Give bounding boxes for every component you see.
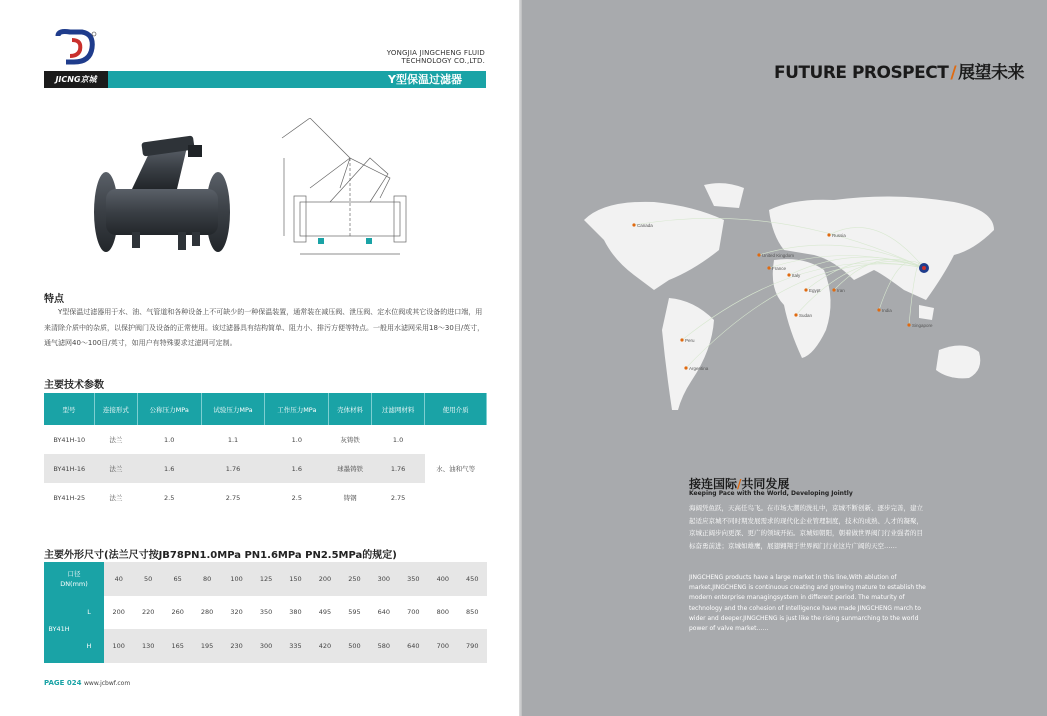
params-header: 过滤网材料 [372, 393, 425, 425]
table-cell: BY41H-10 [53, 435, 86, 444]
params-header: 连接形式 [95, 393, 138, 425]
dim-row-label: L [74, 596, 104, 629]
city-label: Russia [832, 233, 846, 238]
table-cell: 2.5 [164, 493, 175, 502]
website-link[interactable]: www.jcbwf.com [84, 680, 131, 687]
page-number: PAGE 024 [44, 679, 82, 687]
dn-label [44, 562, 104, 596]
dim-cell: 495 [310, 596, 339, 629]
params-header: 使用介质 [425, 393, 487, 425]
dim-cell: 320 [222, 596, 251, 629]
params-table [44, 393, 487, 512]
params-header: 试验压力MPa [201, 393, 265, 425]
dim-cell: 420 [310, 629, 339, 663]
dim-cell: 350 [251, 596, 280, 629]
paragraph-cn: 海阔凭鱼跃，天高任鸟飞。在市场大潮的洗礼中，京城不断创新、逐步完善，建立起适应京城不同时期发展需求的现代化企业管理制度，技术的成熟、人才的凝聚，京城正阔步向更深、更广的领域开拓。京城如朝阳，朝着做世界阀门行业强者的目标奋勇前进；京城如雄鹰，展翅翱翔于世界阀门行业这片广阔的天空…… [689, 504, 923, 550]
features-text: Y型保温过滤器用于水、油、气管道和各种设备上不可缺少的一种保温装置，通常装在减压阀、泄压阀、定水位阀或其它设备的进口端，用来清除介质中的杂质，以保护阀门及设备的正常使用。该过滤器具有结构简单、阻力小、排污方便等特点。一般用水滤网采用18～30目/英寸，通气滤网40～100目/英寸，如用户有特殊要求过滤网可定制。 [44, 308, 485, 347]
params-header: 工作压力MPa [265, 393, 329, 425]
company-logo-icon [52, 28, 100, 68]
world-map [574, 180, 1024, 420]
params-header: 公称压力MPa [137, 393, 201, 425]
table-cell: 铸钢 [343, 494, 357, 502]
city-marker-icon [804, 288, 807, 291]
model-label: BY41H [44, 596, 74, 663]
dim-cell: 100 [104, 629, 133, 663]
params-header: 壳体材料 [329, 393, 372, 425]
dn-cell: 200 [310, 562, 339, 596]
table-cell: 1.6 [137, 454, 201, 483]
table-cell: 法兰 [95, 454, 138, 483]
city-marker-icon [794, 313, 797, 316]
dim-cell: 790 [458, 629, 487, 663]
dim-cell: 800 [428, 596, 457, 629]
city-label: Singapore [912, 323, 933, 328]
city-label: Argentina [689, 366, 709, 371]
dn-cell: 50 [133, 562, 162, 596]
params-header-row [44, 393, 487, 425]
left-page [0, 0, 522, 716]
dn-cell: 400 [428, 562, 457, 596]
city-marker-icon [787, 273, 790, 276]
heading-slash: / [737, 477, 742, 491]
city-marker-icon [632, 223, 635, 226]
table-cell: 1.6 [265, 454, 329, 483]
dim-cell: 380 [281, 596, 310, 629]
dn-label-line: DN(mm) [60, 580, 88, 588]
features-heading: 特点 [44, 294, 64, 305]
dn-label-line: 口径 [67, 570, 81, 578]
dim-cell: 335 [281, 629, 310, 663]
city-marker-icon [757, 253, 760, 256]
right-title [774, 58, 1024, 83]
table-cell: 1.1 [227, 435, 239, 444]
dim-row-label: H [74, 629, 104, 663]
city-marker-icon [877, 308, 880, 311]
table-cell: BY41H-16 [44, 454, 95, 483]
company-name [355, 49, 485, 65]
city-label: United Kingdom [762, 253, 795, 258]
city-label: India [882, 308, 892, 313]
table-cell: 1.76 [372, 454, 425, 483]
city-label: Italy [792, 273, 801, 278]
table-cell: 1.76 [201, 454, 265, 483]
brand-bar: JICNG京城 [44, 71, 108, 88]
dn-cell: 40 [104, 562, 133, 596]
table-cell: BY41H-25 [53, 493, 86, 502]
right-page [522, 0, 1047, 716]
table-cell: 2.75 [225, 493, 241, 502]
table-row [44, 454, 487, 483]
city-label: Egypt [809, 288, 821, 293]
table-cell: 法兰 [109, 436, 123, 444]
dn-cell: 350 [399, 562, 428, 596]
table-cell: 2.5 [291, 493, 302, 502]
dim-cell: 700 [428, 629, 457, 663]
table-row [44, 425, 487, 454]
dn-cell: 150 [281, 562, 310, 596]
dim-cell: 260 [163, 596, 192, 629]
city-marker-icon [907, 323, 910, 326]
city-marker-icon [684, 366, 687, 369]
table-cell: 法兰 [109, 494, 123, 502]
dim-cell: 595 [340, 596, 369, 629]
title-cn: 展望未来 [958, 63, 1025, 83]
dim-cell: 850 [458, 596, 487, 629]
dn-cell: 100 [222, 562, 251, 596]
city-label: Sudan [799, 313, 813, 318]
dn-cell: 250 [340, 562, 369, 596]
product-title-bar [108, 71, 486, 88]
paragraph-en: JINGCHENG products have a large market in this line,With ablution of market,JINGCHENG is continuous creating and growing mature to establish the modern enterprise managingsystem in different period. The maturity of technology and the cohesion of intelligence have made JINGCHENG march to wider and deeper.JINGCHENG is just like the rising sunmarching to the world power of valve market…… [689, 574, 926, 633]
heading-cn-2: 共同发展 [741, 477, 790, 491]
strainer-drawing [270, 118, 420, 258]
city-label: Peru [685, 338, 695, 343]
dim-cell: 500 [340, 629, 369, 663]
heading-cn-1: 接连国际 [689, 477, 738, 491]
table-cell: 1.0 [291, 435, 302, 444]
title-en: FUTURE PROSPECT [774, 63, 949, 83]
medium-cell: 水、油和气等 [436, 465, 476, 473]
table-cell: 1.0 [164, 435, 175, 444]
city-label: Iran [837, 288, 845, 293]
product-title: Y型保温过滤器 [388, 73, 462, 86]
city-label: France [772, 266, 787, 271]
company-name-line2: TECHNOLOGY CO.,LTD. [401, 57, 485, 65]
dim-cell: 165 [163, 629, 192, 663]
params-heading: 主要技术参数 [44, 380, 104, 391]
dn-cell: 65 [163, 562, 192, 596]
table-cell: 1.0 [392, 435, 404, 444]
table-row [44, 483, 487, 512]
dim-cell: 300 [251, 629, 280, 663]
dim-cell: 220 [133, 596, 162, 629]
city-marker-icon [680, 338, 683, 341]
table-cell: 2.75 [390, 493, 406, 502]
dn-cell: 125 [251, 562, 280, 596]
table-cell: 灰铸铁 [340, 436, 360, 444]
city-marker-icon [827, 233, 830, 236]
table-cell: 球墨铸铁 [329, 454, 372, 483]
company-name-line1: YONGJIA JINGCHENG FLUID [386, 49, 485, 57]
dim-cell: 130 [133, 629, 162, 663]
city-marker-icon [832, 288, 835, 291]
dim-cell: 280 [192, 596, 221, 629]
dims-table [44, 562, 487, 663]
section-heading-en: Keeping Pace with the World, Developing Jointly [689, 490, 853, 497]
city-label: Canada [637, 223, 653, 228]
dims-heading: 主要外形尺寸(法兰尺寸按JB78PN1.0MPa PN1.6MPa PN2.5MPa的规定) [44, 550, 397, 561]
dim-cell: 195 [192, 629, 221, 663]
city-marker-icon [767, 266, 770, 269]
dim-cell: 580 [369, 629, 398, 663]
y-strainer-photo [92, 127, 232, 262]
title-slash: / [950, 63, 957, 83]
dn-cell: 80 [192, 562, 221, 596]
dim-cell: 230 [222, 629, 251, 663]
params-header: 型号 [44, 393, 95, 425]
dn-cell: 300 [369, 562, 398, 596]
dn-cell: 450 [458, 562, 487, 596]
dim-cell: 700 [399, 596, 428, 629]
dim-cell: 640 [399, 629, 428, 663]
dim-cell: 200 [104, 596, 133, 629]
dim-cell: 640 [369, 596, 398, 629]
